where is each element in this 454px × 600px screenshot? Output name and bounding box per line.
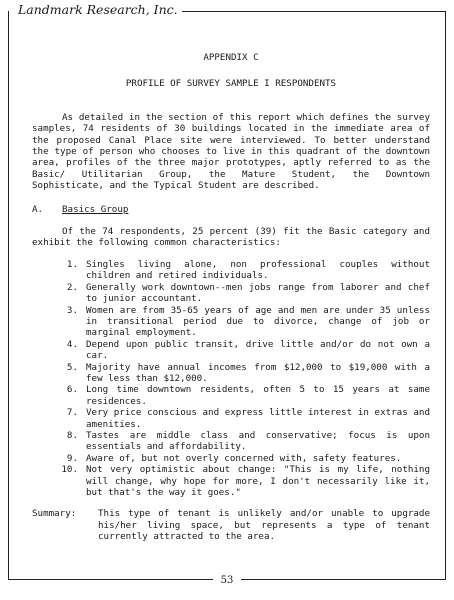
summary-block bbox=[32, 508, 430, 542]
list-item bbox=[52, 407, 430, 430]
appendix-heading: APPENDIX C bbox=[203, 52, 259, 63]
item-text: Majority have annual incomes from $12,000 to $19,000 with a few less than $12,000. bbox=[86, 361, 430, 384]
document-body bbox=[32, 52, 430, 543]
item-text: Very price conscious and express little interest in extras and amenities. bbox=[86, 407, 430, 430]
characteristics-list bbox=[32, 259, 430, 499]
list-item bbox=[52, 430, 430, 453]
summary-text: This type of tenant is unlikely and/or unable to upgrade his/her living space, but represents a type of tenant currently attracted to the area. bbox=[98, 508, 430, 543]
page-title: PROFILE OF SURVEY SAMPLE I RESPONDENTS bbox=[125, 78, 337, 90]
item-number: 8. bbox=[66, 429, 78, 441]
list-item bbox=[52, 282, 430, 305]
page-number: 53 bbox=[213, 575, 242, 586]
item-number: 10. bbox=[61, 464, 78, 476]
item-text: Long time downtown residents, often 5 to 15 years at same residences. bbox=[86, 384, 430, 407]
company-logo: Landmark Research, Inc. bbox=[14, 2, 182, 17]
item-text: Aware of, but not overly concerned with, safety features. bbox=[86, 452, 402, 464]
item-number: 5. bbox=[66, 361, 78, 373]
item-text: Tastes are middle class and conservative; focus is upon essentials and affordability. bbox=[86, 429, 430, 453]
item-number: 1. bbox=[66, 258, 78, 270]
item-number: 7. bbox=[66, 407, 78, 419]
section-heading bbox=[32, 204, 430, 215]
page-number-container bbox=[0, 575, 454, 586]
item-text: Generally work downtown--men jobs range from laborer and chef to junior accountant. bbox=[86, 281, 430, 305]
item-number: 4. bbox=[66, 338, 78, 350]
list-item bbox=[52, 453, 430, 464]
summary-label: Summary: bbox=[32, 508, 77, 520]
item-text: Depend upon public transit, drive little and/or do not own a car. bbox=[86, 338, 430, 362]
section-title: Basics Group bbox=[62, 203, 129, 215]
list-item bbox=[52, 464, 430, 498]
list-item bbox=[52, 259, 430, 282]
item-number: 3. bbox=[66, 304, 78, 316]
item-text: Singles living alone, non professional couples without children and retired individuals. bbox=[86, 258, 430, 282]
intro-paragraph: As detailed in the section of this report which defines the survey samples, 74 residents of 30 buildings located in the immediate area of the proposed Canal Place site were interviewed. To better understand the type of person who chooses to live in this quadrant of the downtown area, profiles of the three major prototypes, aptly referred to as the Basic/ Utilitarian Group, the Mature Student, the Downtown Sophisticate, and the Typical Student are described. bbox=[32, 111, 430, 192]
item-number: 9. bbox=[66, 452, 78, 464]
list-item bbox=[52, 362, 430, 385]
section-letter: A. bbox=[32, 203, 44, 215]
list-item bbox=[52, 339, 430, 362]
item-text: Not very optimistic about change: "This is my life, nothing will change, why hope for more, I don't necessarily like it, but that's the way it goes." bbox=[86, 464, 430, 498]
item-text: Women are from 35-65 years of age and men are under 35 unless in transitional period due to divorce, change of job or marginal employment. bbox=[86, 304, 430, 339]
item-number: 2. bbox=[66, 281, 78, 293]
list-item bbox=[52, 384, 430, 407]
item-number: 6. bbox=[66, 384, 78, 396]
section-lead-paragraph: Of the 74 respondents, 25 percent (39) fit the Basic category and exhibit the following common characteristics: bbox=[32, 226, 430, 249]
list-item bbox=[52, 305, 430, 339]
